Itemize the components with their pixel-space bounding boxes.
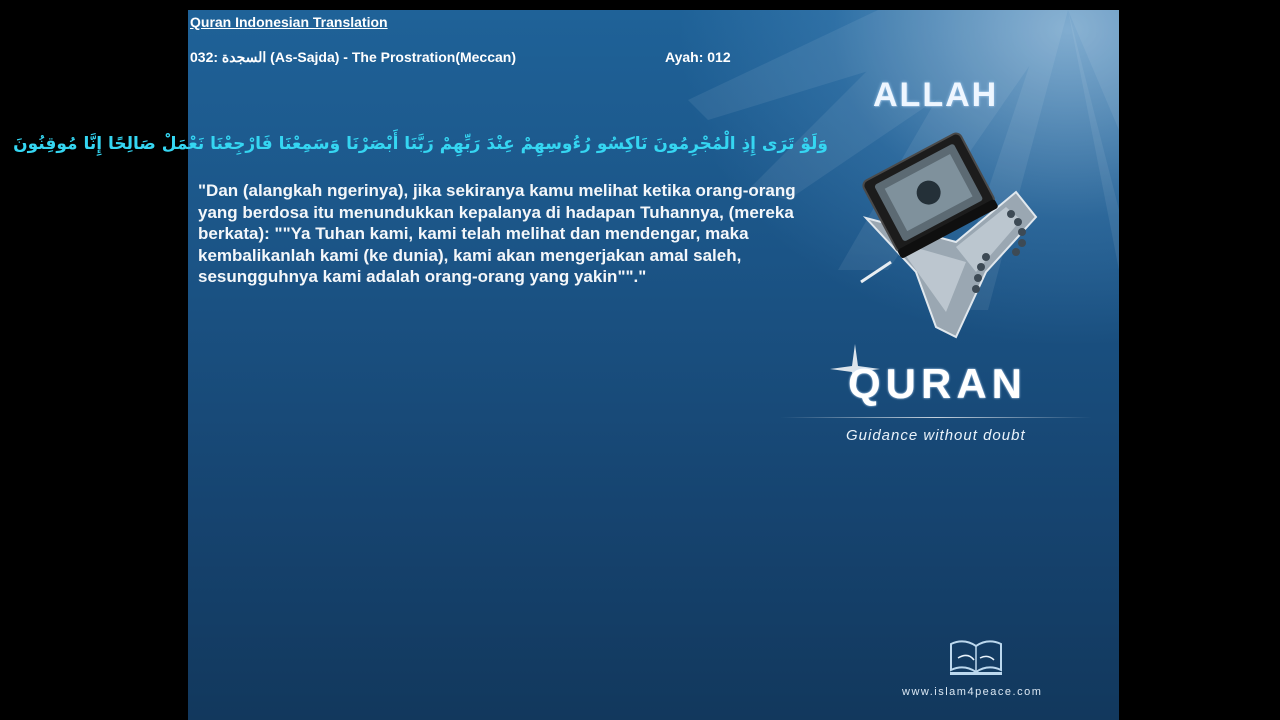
quran-book-image [836, 122, 1050, 352]
arabic-verse: وَلَوْ تَرَى إِذِ الْمُجْرِمُونَ نَاكِسُو رُءُوسِهِمْ عِنْدَ رَبِّهِمْ رَبَّنَا أَبْصَرْنَا وَسَمِعْنَا فَارْجِعْنَا نَعْمَلْ صَالِحًا إِنَّا مُوقِنُونَ [13, 134, 828, 154]
verse-translation: "Dan (alangkah ngerinya), jika sekiranya kamu melihat ketika orang-orang yang berdosa itu menundukkan kepalanya di hadapan Tuhannya, (mereka berkata): ""Ya Tuhan kami, kami telah melihat dan mendengar, maka kembalikanlah kami (ke dunia), kami akan mengerjakan amal saleh, sesungguhnya kami adalah orang-orang yang yakin""." [198, 181, 796, 287]
allah-heading: ALLAH [873, 76, 999, 114]
website-url: www.islam4peace.com [902, 686, 1043, 698]
quran-slide [13, 10, 1119, 720]
surah-name: 032: السجدة (As-Sajda) - The Prostration(Meccan) [190, 49, 516, 65]
divider [780, 417, 1092, 418]
ayah-number: Ayah: 012 [665, 49, 731, 65]
quran-heading: QURAN [848, 360, 1027, 407]
translation-title-link[interactable]: Quran Indonesian Translation [190, 14, 388, 30]
open-book-logo-icon [946, 636, 1006, 678]
tagline: Guidance without doubt [846, 427, 1026, 444]
